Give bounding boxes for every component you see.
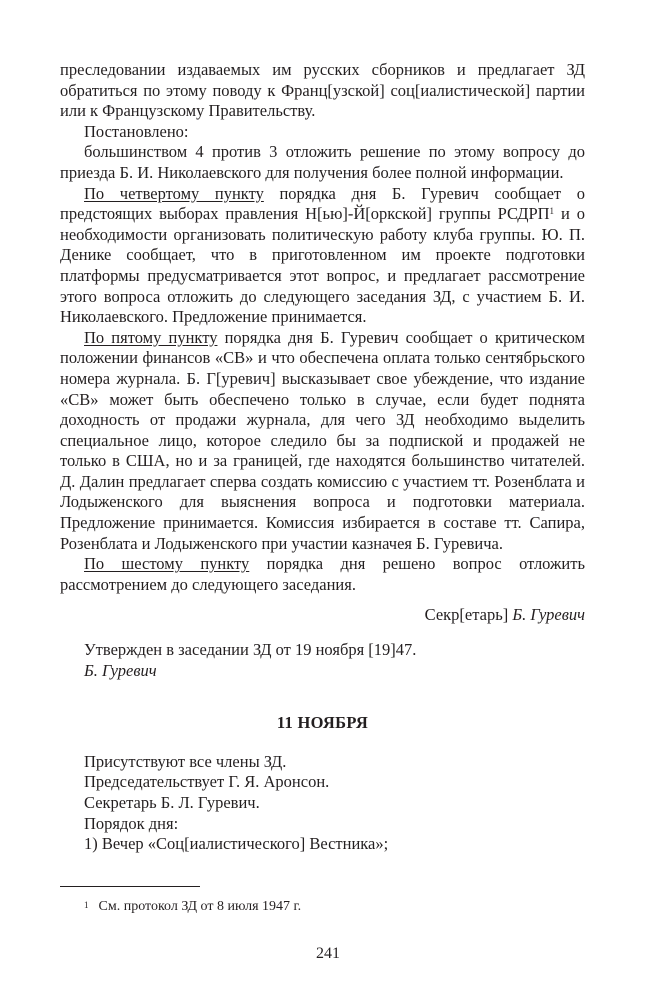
item-four-lead: По четвертому пункту	[84, 183, 264, 203]
footnote-divider	[60, 886, 200, 887]
main-text	[60, 60, 585, 855]
meeting-line-agenda: Порядок дня:	[84, 813, 179, 833]
signature-name: Б. Гуревич	[512, 605, 585, 625]
footnote-marker: 1	[84, 900, 89, 910]
meeting-line-secretary: Секретарь Б. Л. Гуревич.	[84, 793, 260, 812]
approval-name-text: Б. Гуревич	[84, 660, 157, 680]
paragraph-item-four	[60, 184, 585, 328]
item-six-lead: По шестому пункту	[84, 554, 250, 574]
footnote-reference: 1	[549, 206, 555, 217]
footnote	[84, 898, 301, 916]
item-four-text-b: и о необходимости организовать политическую работу клуба группы. Ю. П. Денике сообщает, что в приготовленном им проекте подготовки платформы предусматривается этот вопрос, и предлагает рассмотрение этого вопроса отложить до следующего заседания ЗД, с участием Б. И. Николаевского. Предложение принимается.	[60, 204, 585, 327]
paragraph-continuation: преследовании издаваемых им русских сборников и предлагает ЗД обратиться по этому поводу к Франц[узской] соц[иалистической] партии или к Французскому Правительству.	[60, 60, 585, 121]
meeting-line-chair: Председательствует Г. Я. Аронсон.	[84, 772, 330, 792]
item-five-text: порядка дня Б. Гуревич сообщает о критическом положении финансов «СВ» и что обеспечена оплата только сентябрьского номера журнала. Б. Г[уревич] высказывает свое убеждение, что издание «СВ» может быть обеспечено только в случае, если будет поднята доходность от продажи журнала, для чего ЗД необходимо выделить специальное лицо, которое следило бы за подпиской и продажей не только в США, но и за границей, где находятся большинство читателей. Д. Далин предлагает сперва создать комиссию с участием тт. Розенблата и Лодыженского для выяснения вопроса и подготовки материала. Предложение принимается. Комиссия избирается в составе тт. Сапира, Розенблата и Лодыженского при участии казначея Б. Гуревича.	[60, 327, 585, 553]
footnote-text: См. протокол ЗД от 8 июля 1947 г.	[98, 899, 302, 914]
secretary-signature	[60, 605, 585, 626]
signature-prefix: Секр[етарь]	[424, 605, 513, 625]
item-six-text: порядка дня решено вопрос отложить рассмотрением до следующего заседания.	[60, 554, 585, 594]
item-five-lead: По пятому пункту	[84, 327, 218, 347]
page-number: 241	[316, 945, 340, 962]
paragraph-item-five	[60, 328, 585, 555]
approval-name	[60, 661, 585, 682]
paragraph-resolved-label: Постановлено:	[84, 121, 189, 141]
paragraph-resolution: большинством 4 против 3 отложить решение по этому вопросу до приезда Б. И. Николаевского для получения более полной информации.	[60, 142, 585, 182]
approval-line: Утвержден в заседании ЗД от 19 ноября [19]47.	[84, 640, 417, 660]
meeting-line-attendance: Присутствуют все члены ЗД.	[84, 751, 287, 771]
section-heading: 11 НОЯБРЯ	[276, 713, 369, 733]
paragraph-item-six	[60, 554, 585, 595]
item-four-text-a: порядка дня Б. Гуревич сообщает о предстоящих выборах правления Н[ью]-Й[оркской] группы РСДРП	[60, 183, 585, 224]
meeting-line-agenda-item-1: 1) Вечер «Соц[иалистического] Вестника»;	[84, 834, 389, 854]
